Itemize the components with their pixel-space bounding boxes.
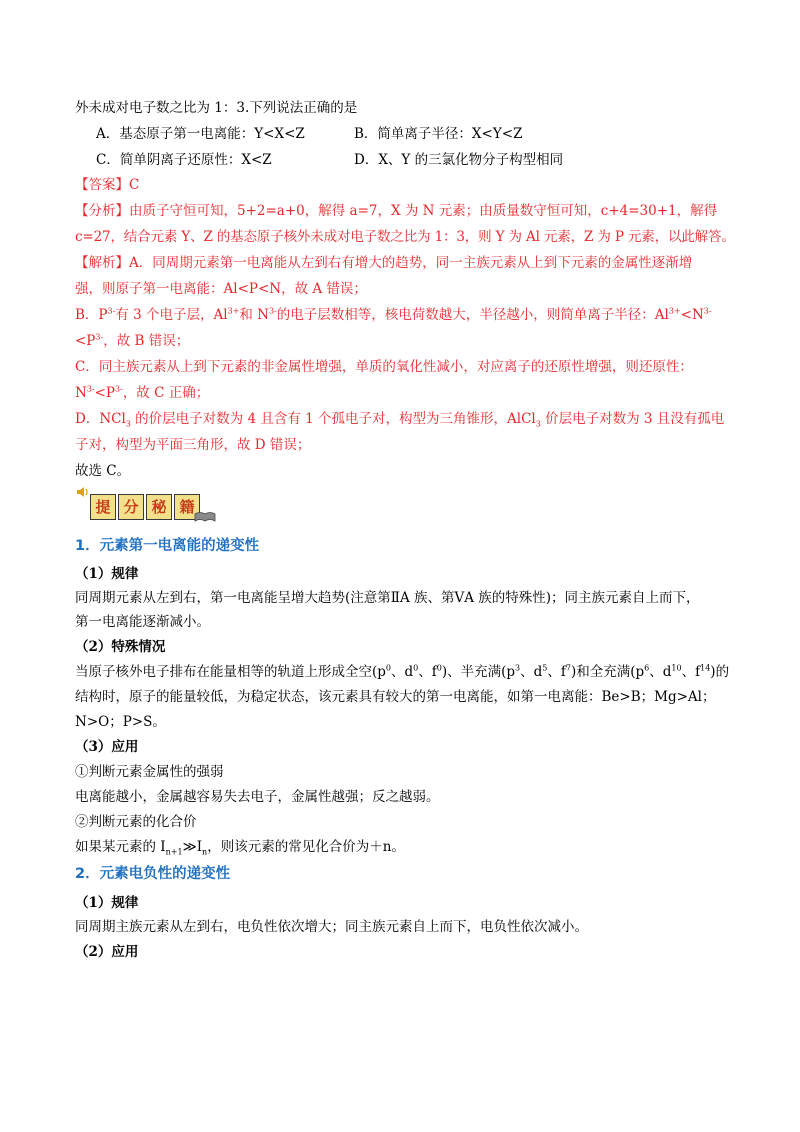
d1-sub: 3 xyxy=(125,419,131,429)
speaker-icon xyxy=(76,486,90,498)
section1-p2-line1 xyxy=(75,662,729,682)
section1-p3-line4 xyxy=(75,837,405,857)
p2-sup: 3 xyxy=(515,663,521,673)
p2-text: 当原子核外电子排布在能量相等的轨道上形成全空(p xyxy=(75,664,386,680)
explanation-line-c2 xyxy=(75,383,209,403)
analysis-line-1 xyxy=(75,201,717,221)
section1-p2-line3: N>O；P>S。 xyxy=(75,714,166,730)
analysis-line-2: c=27，结合元素 Y、Z 的基态原子核外未成对电子数之比为 1：3，则 Y 为 Al 元素，Z 为 P 元素，以此解答。 xyxy=(75,229,735,245)
b1-text: <N xyxy=(680,307,704,323)
explanation-line-a2: 强，则原子第一电离能：Al<P<N，故 A 错误； xyxy=(75,281,367,297)
b1-sup: 3- xyxy=(268,306,277,316)
section1-p1-line1: 同周期元素从左到右，第一电离能呈增大趋势(注意第ⅡA 族、第ⅤA 族的特殊性)；同主族元素自上而下， xyxy=(75,590,700,606)
question-stem: 外未成对电子数之比为 1：3.下列说法正确的是 xyxy=(75,100,358,116)
p2-sup: 0 xyxy=(385,663,392,673)
badge-char-3: 秘 xyxy=(146,494,172,520)
badge-char-4: 籍 xyxy=(174,494,200,520)
conclusion: 故选 C。 xyxy=(75,463,131,479)
answer-line xyxy=(75,175,139,195)
badge-char-1: 提 xyxy=(90,494,116,520)
p2-sup: 0 xyxy=(436,663,442,673)
badge-char-2: 分 xyxy=(118,494,144,520)
explanation-line-d2: 子对，构型为平面三角形，故 D 错误； xyxy=(75,437,311,453)
c2-text: ，故 C 正确； xyxy=(122,385,210,401)
book-icon xyxy=(194,510,216,522)
section2-p1: 同周期主族元素从左到右，电负性依次增大；同主族元素自上而下，电负性依次减小。 xyxy=(75,919,588,935)
option-a: A．基态原子第一电离能：Y<X<Z xyxy=(96,126,305,142)
b1-sup: 3+ xyxy=(227,306,240,316)
d1-text: D．NCl xyxy=(75,411,126,427)
b2-sup: 3- xyxy=(95,332,104,342)
analysis-text-1: 由质子守恒可知，5+2=a+0，解得 a=7，X 为 N 元素；由质量数守恒可知，c+4=30+1，解得 xyxy=(129,203,718,219)
option-b: B．简单离子半径：X<Y<Z xyxy=(354,126,523,142)
p3-text: ≫I xyxy=(182,839,203,855)
b1-text: 和 N xyxy=(239,307,269,323)
c2-sup: 3- xyxy=(115,384,123,394)
b1-text: 的电子层数相等，核电荷数越大，半径越小，则简单离子半径：Al xyxy=(276,307,669,323)
section1-sub1: （1）规律 xyxy=(75,566,139,582)
d1-text: 价层电子对数为 3 且没有孤电 xyxy=(540,411,725,427)
p2-sup: 7 xyxy=(565,663,571,673)
d1-sub: 3 xyxy=(535,419,541,429)
tips-badge xyxy=(76,486,216,524)
p2-sup: 6 xyxy=(644,663,650,673)
explanation-a1: A．同周期元素第一电离能从左到右有增大的趋势，同一主族元素从上到下元素的金属性逐渐增 xyxy=(129,255,693,271)
section1-sub3: （3）应用 xyxy=(75,739,139,755)
explanation-line-d1 xyxy=(75,409,724,429)
section1-p3-line2: 电离能越小，金属越容易失去电子，金属性越强；反之越弱。 xyxy=(75,789,440,805)
p2-text: 、f xyxy=(681,664,701,680)
section2-sub2: （2）应用 xyxy=(75,944,139,960)
c2-text: N xyxy=(75,385,87,401)
p2-sup: 10 xyxy=(671,663,682,673)
option-d: D．X、Y 的三氯化物分子构型相同 xyxy=(354,152,564,168)
p2-text: 、f xyxy=(418,664,437,680)
p3-sub: n+1 xyxy=(165,847,183,857)
b2-text: ，故 B 错误； xyxy=(103,333,190,349)
p3-sub: n xyxy=(202,847,208,857)
analysis-label: 【分析】 xyxy=(75,203,129,219)
explanation-line-b2 xyxy=(75,331,189,351)
p2-text: 、d xyxy=(391,664,414,680)
p2-text: )的 xyxy=(710,664,730,680)
section1-title: 1．元素第一电离能的递变性 xyxy=(75,538,260,554)
section2-sub1: （1）规律 xyxy=(75,895,139,911)
b1-sup: 3- xyxy=(107,306,116,316)
section1-p1-line2: 第一电离能逐渐减小。 xyxy=(75,614,210,630)
p2-text: )和全充满(p xyxy=(570,664,645,680)
b1-sup: 3+ xyxy=(668,306,681,316)
section1-p3-line1: ①判断元素金属性的强弱 xyxy=(75,764,224,780)
section1-sub2: （2）特殊情况 xyxy=(75,639,166,655)
b1-text: B．P xyxy=(75,307,108,323)
explanation-line-b1 xyxy=(75,305,712,325)
answer-label: 【答案】 xyxy=(75,177,129,193)
section2-title: 2．元素电负性的递变性 xyxy=(75,866,231,882)
explanation-line-a1 xyxy=(75,253,692,273)
p2-sup: 14 xyxy=(700,663,711,673)
p2-sup: 0 xyxy=(413,663,419,673)
c2-sup: 3- xyxy=(86,384,95,394)
p2-text: 、f xyxy=(547,664,566,680)
answer-value: C xyxy=(129,177,140,193)
option-c: C．简单阴离子还原性：X<Z xyxy=(96,152,272,168)
b1-sup: 3- xyxy=(703,306,712,316)
section1-p2-line2: 结构时，原子的能量较低，为稳定状态，该元素具有较大的第一电离能，如第一电离能：Be>B；Mg>Al； xyxy=(75,689,716,705)
d1-text: 的价层电子对数为 4 且含有 1 个孤电子对，构型为三角锥形，AlCl xyxy=(130,411,536,427)
p3-text: ，则该元素的常见化合价为＋n。 xyxy=(207,839,405,855)
p2-sup: 5 xyxy=(542,663,548,673)
c2-text: <P xyxy=(94,385,116,401)
section1-p3-line3: ②判断元素的化合价 xyxy=(75,814,197,830)
explanation-line-c1: C．同主族元素从上到下元素的非金属性增强，单质的氧化性减小，对应离子的还原性增强，则还原性： xyxy=(75,359,693,375)
p3-text: 如果某元素的 I xyxy=(75,839,166,855)
p2-text: 、d xyxy=(520,664,543,680)
explanation-label: 【解析】 xyxy=(75,255,129,271)
b2-text: <P xyxy=(75,333,96,349)
b1-text: 有 3 个电子层，Al xyxy=(115,307,228,323)
p2-text: )、半充满(p xyxy=(441,664,516,680)
p2-text: 、d xyxy=(649,664,672,680)
